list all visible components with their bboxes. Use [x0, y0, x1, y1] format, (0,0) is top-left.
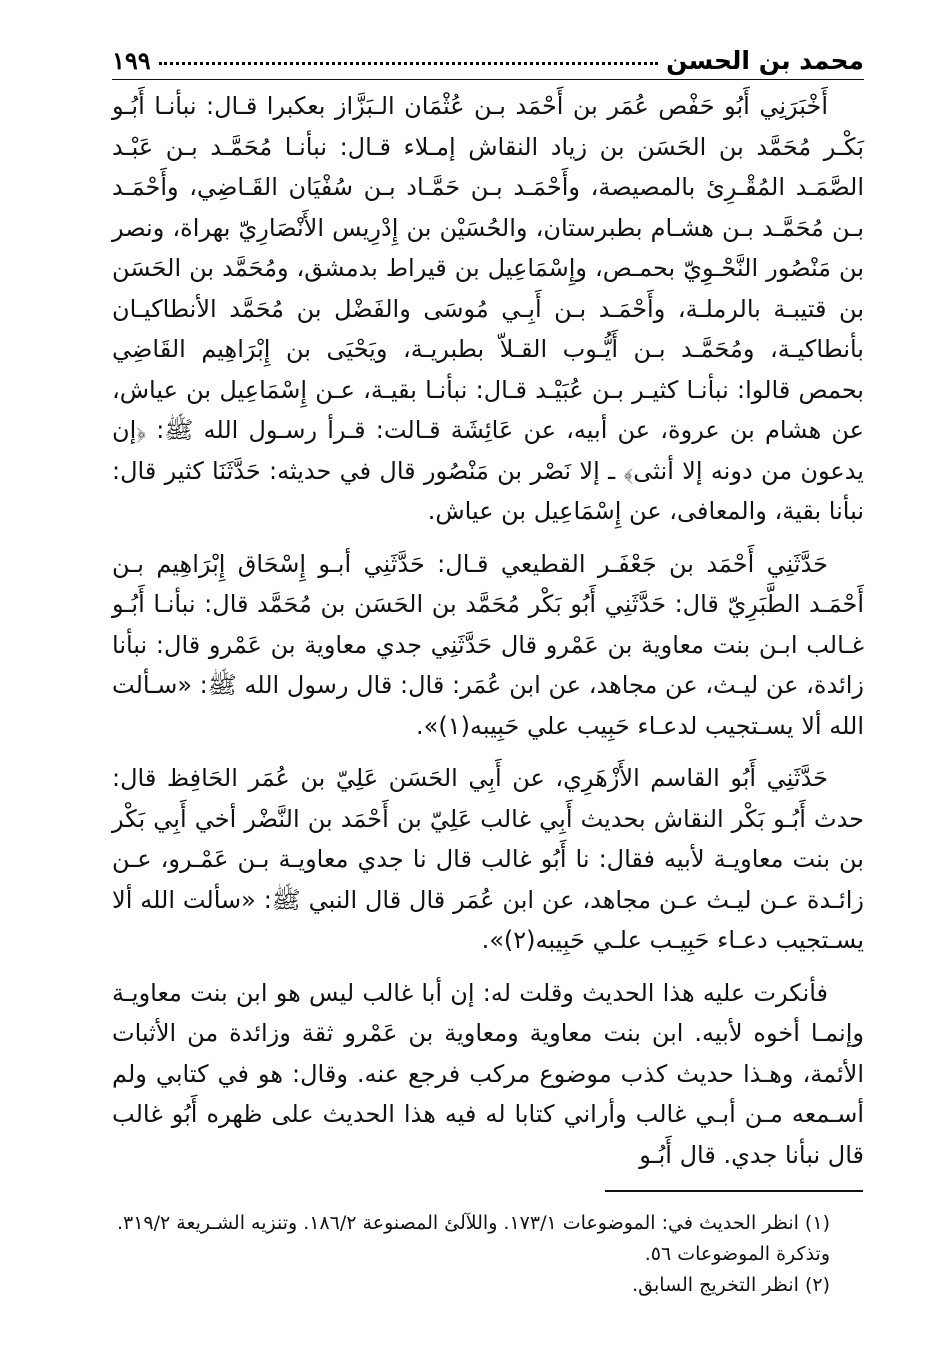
page-number: ١٩٩ [112, 46, 151, 75]
paragraph-1: أَخْبَرَنِي أَبُو حَفْص عُمَر بن أَحْمَد بـن عُثْمَان الـبَزَّاز بعكبرا قـال: نبأنـا أَبُـو بَكْـر مُحَمَّد بن الحَسَن بن زياد النقاش إمـلاء قـال: نبأنـا مُحَمَّـد بـن عَبْـد الصَّمَـد المُقْـرِئ بالمصيصة، وأَحْمَـد بـن حَمَّـاد بـن سُفْيَان القَـاضِي، وأَحْمَـد بـن مُحَمَّـد بـن هشـام بطبرستان، والحُسَيْن بن إِدْرِيس الأَنْصَارِيّ بهراة، ونصر بن مَنْصُور النَّحْـوِيّ بحمـص، وإِسْمَاعِيل بن قيراط بدمشق، ومُحَمَّد بن الحَسَن بن قتيبـة بالرملـة، وأَحْمَـد بـن أَبِـي مُوسَى والفَضْل بن مُحَمَّد الأنطاكيـان بأنطاكيـة، ومُحَمَّـد بـن أَيُّـوب القـلاّ بطبريـة، ويَحْيَى بن إِبْرَاهِيم القَاضِي بحمص قالوا: نبأنـا كثيـر بـن عُبَيْـد قـال: نبأنـا بقيـة، عـن إِسْمَاعِيل بن عياش، عن هشام بن عروة، عن أبيه، عن عَائِشَة قـالت: قـرأ رسـول الله ﷺ: ﴿إن يدعون من دونه إلا أنثى﴾ ـ إلا نَصْر بن مَنْصُور قال في حديثه: حَدَّثَنَا كثير قال: نبأنا بقية، والمعافى، عن إِسْمَاعِيل بن عياش. [112, 92, 864, 525]
main-text [112, 86, 864, 1175]
paragraph-4: فأنكرت عليه هذا الحديث وقلت له: إن أبا غالب ليس هو ابن بنت معاويـة وإنمـا أخوه لأبيه. ابن بنت معاوية ومعاوية بن عَمْرو ثقة وزائدة من الأثبات الأئمة، وهـذا حديث كذب موضوع مركب فرجع عنه. وقال: هو في كتابي ولم أسـمعه مـن أبـي غالب وأراني كتابا له فيه هذا الحديث على ظهره أَبُو غالب قال نبأنا جدي. قال أَبُـو [112, 978, 864, 1169]
running-title: محمد بن الحسن [666, 46, 864, 75]
footnotes [112, 1208, 864, 1301]
footnote-1: (١) انظر الحديث في: الموضوعات ١٧٣/١. واللآلئ المصنوعة ١٨٦/٢. وتنزيه الشـريعة ٣١٩/٢. وتذكرة الموضوعات ٥٦. [116, 1212, 830, 1265]
paragraph-2: حَدَّثَنِي أَحْمَد بن جَعْفَـر القطيعي قـال: حَدَّثَنِي أبـو إِسْحَاق إِبْرَاهِيم بـن أَحْمَـد الطَّبَرِيّ قال: حَدَّثَنِي أَبُو بَكْر مُحَمَّد بن الحَسَن بن مُحَمَّد قال: نبأنـا أَبُـو غـالب ابـن بنت معاوية بن عَمْرو قال حَدَّثَنِي جدي معاوية بن عَمْرو قال: نبأنا زائدة، عن ليـث، عن مجاهد، عن ابن عُمَر: قال: قال رسول الله ﷺ: «سـألت الله ألا يسـتجيب لدعـاء حَبِيب علي حَبِيبه(١)». [112, 549, 864, 740]
paragraph-3: حَدَّثَنِي أَبُو القاسم الأَزْهَرِي، عن أَبِي الحَسَن عَلِيّ بن عُمَر الحَافِظ قال: حدث أَبُـو بَكْر النقاش بحديث أَبِي غالب عَلِيّ بن أَحْمَد بن النَّضْر أخي أَبِي بَكْر بن بنت معاويـة لأبيه فقال: نا أَبُو غالب قال نا جدي معاويـة بـن عَمْـرو، عـن زائـدة عـن ليـث عـن مجاهد، عن ابن عُمَر قال قال النبي ﷺ: «سألت الله ألا يسـتجيب دعـاء حَبِيـب علـي حَبِيبه(٢)». [112, 764, 864, 954]
page-header [112, 40, 864, 80]
header-dot-leader [159, 62, 658, 65]
footnote-2: (٢) انظر التخريج السابق. [632, 1274, 830, 1296]
footnote-separator [605, 1190, 863, 1192]
